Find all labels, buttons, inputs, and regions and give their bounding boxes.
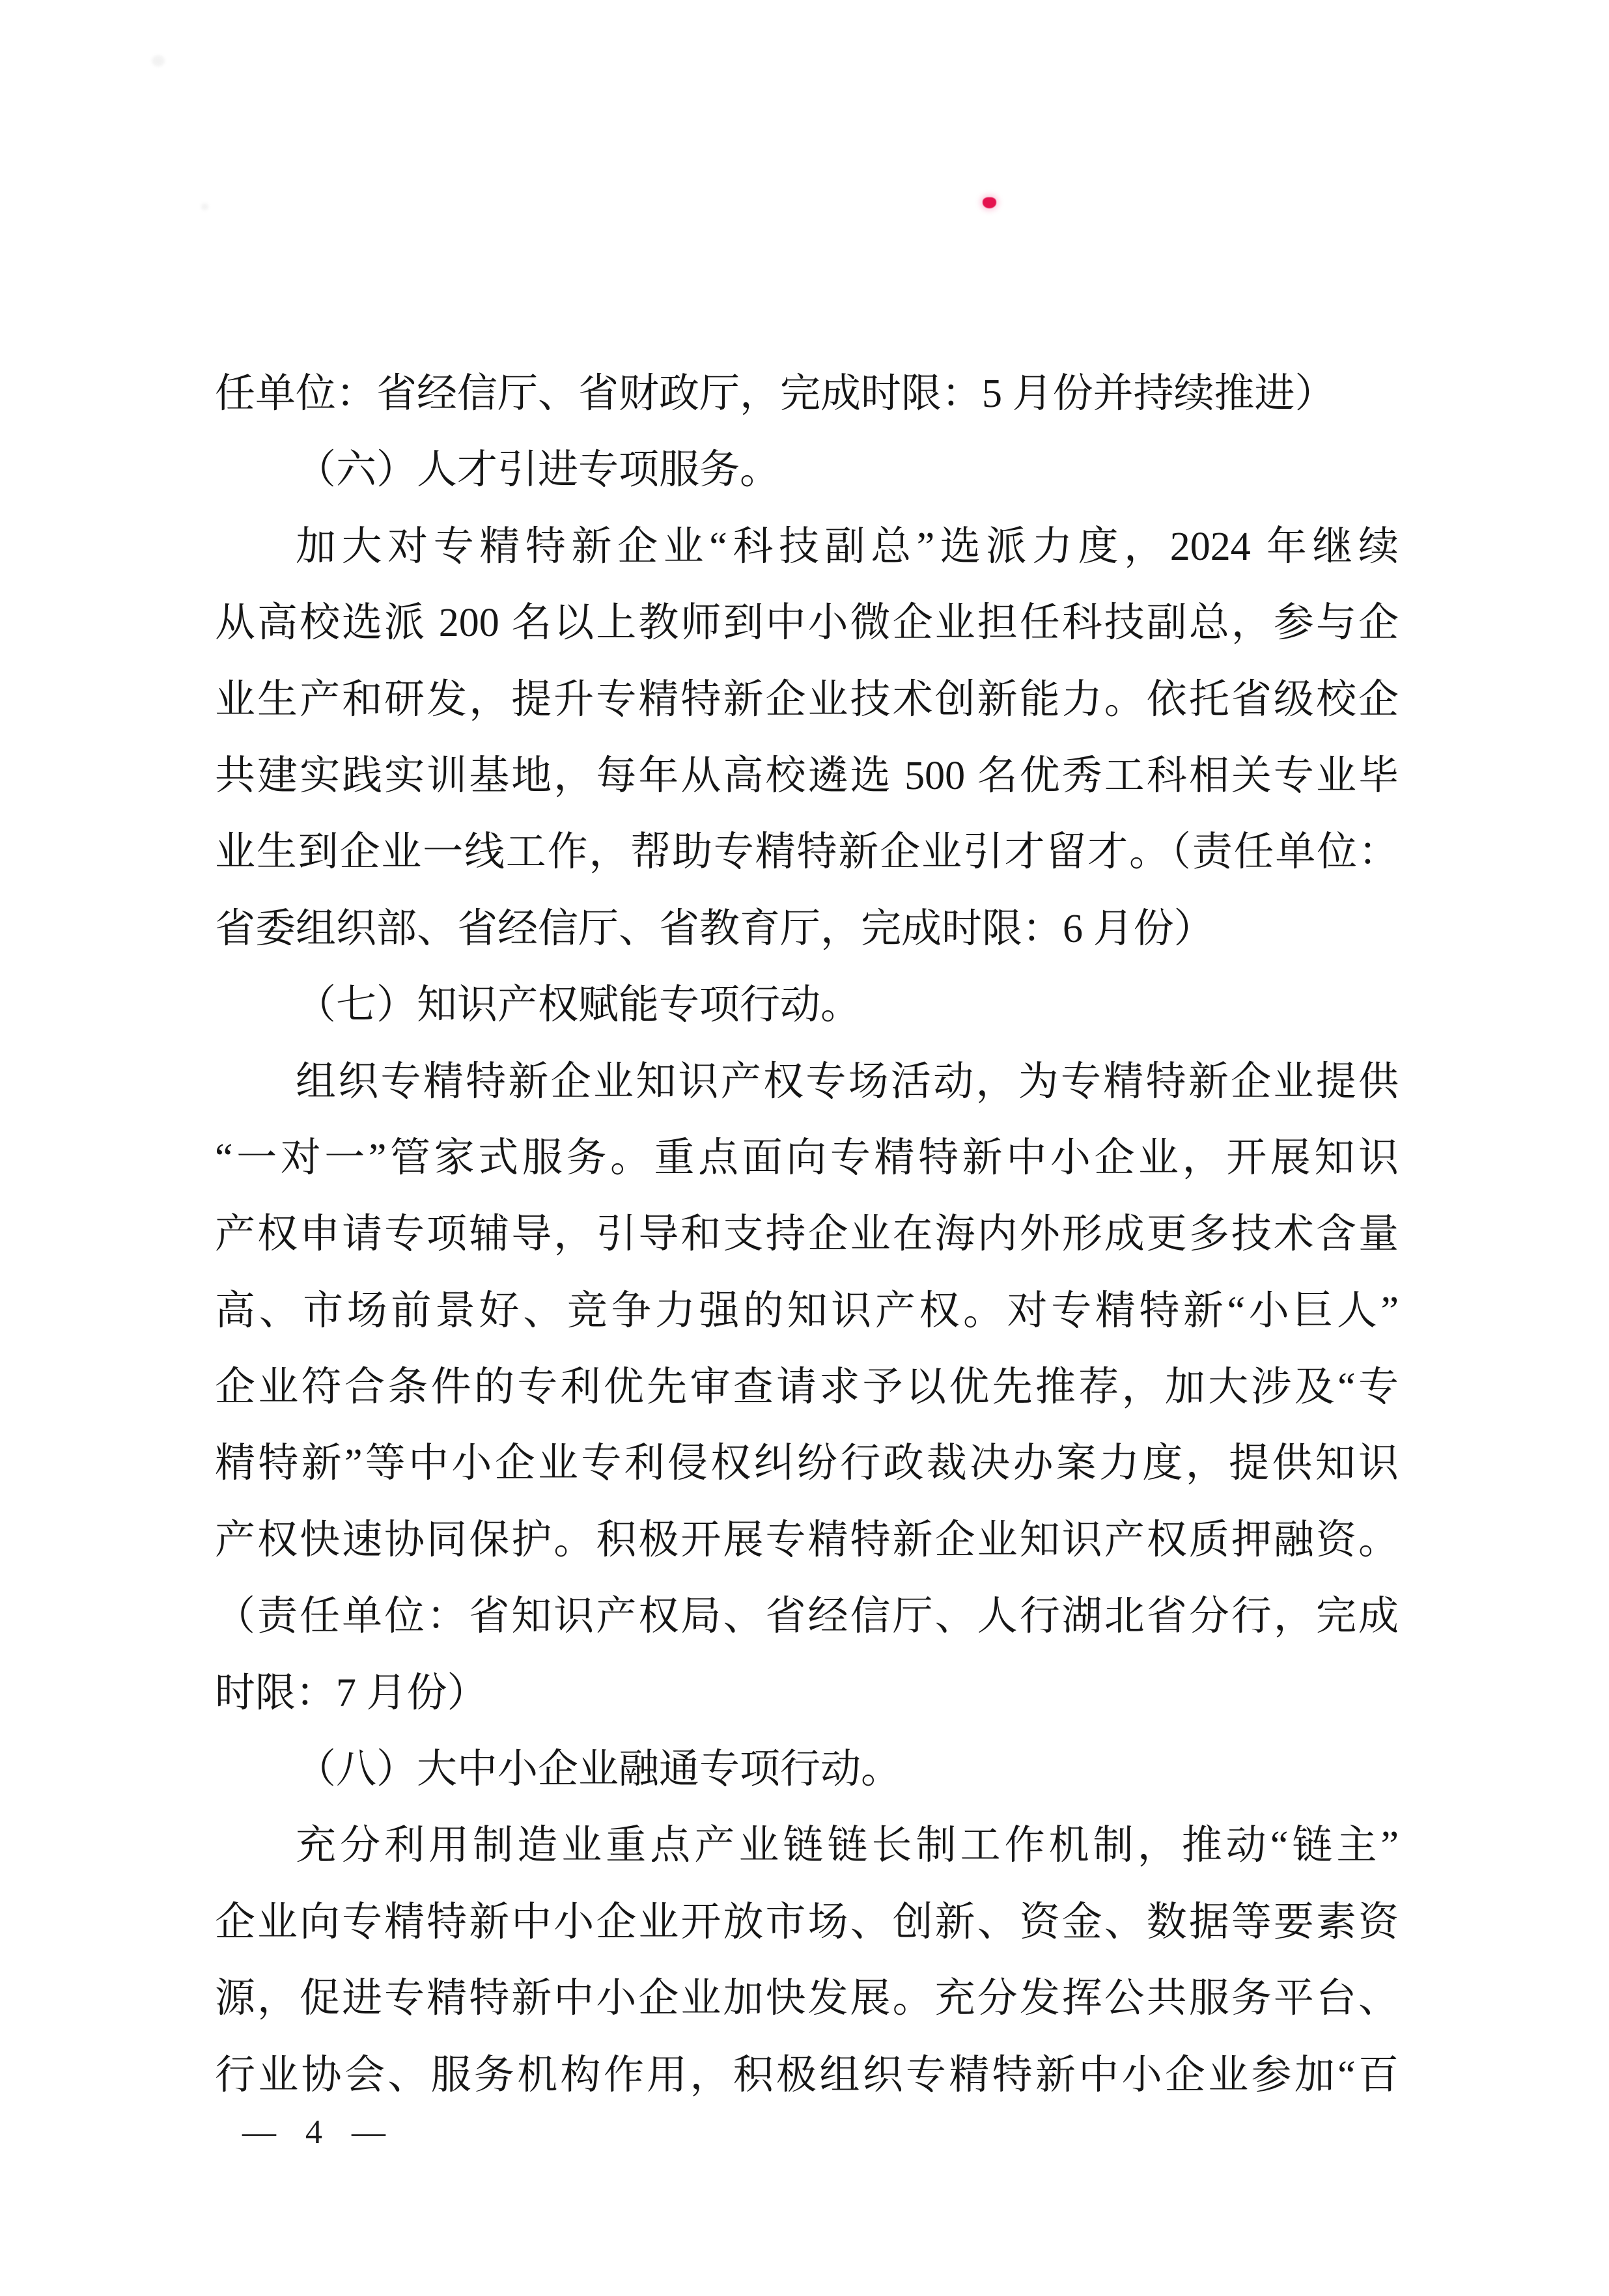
red-ink-dot-artifact [983,197,996,208]
text-line: 源，促进专精特新中小企业加快发展。充分发挥公共服务平台、 [215,1976,1399,2021]
text-line: 高、市场前景好、竞争力强的知识产权。对专精特新“小巨人” [215,1288,1399,1333]
text-line: （责任单位：省知识产权局、省经信厅、人行湖北省分行，完成 [215,1594,1399,1639]
scan-smudge [201,203,208,210]
text-line: 行业协会、服务机构作用，积极组织专精特新中小企业参加“百 [215,2053,1399,2097]
page-number: — 4 — [242,2114,396,2151]
text-line: 产权快速协同保护。积极开展专精特新企业知识产权质押融资。 [215,1517,1399,1562]
text-line: 精特新”等中小企业专利侵权纠纷行政裁决办案力度，提供知识 [215,1441,1399,1486]
text-line: 企业向专精特新中小企业开放市场、创新、资金、数据等要素资 [215,1900,1399,1944]
text-line: （八）大中小企业融通专项行动。 [296,1747,902,1792]
text-line: 产权申请专项辅导，引导和支持企业在海内外形成更多技术含量 [215,1212,1399,1257]
text-line: 业生产和研发，提升专精特新企业技术创新能力。依托省级校企 [215,677,1399,722]
text-line: 任单位：省经信厅、省财政厅，完成时限：5 月份并持续推进） [215,372,1336,416]
document-text-block [215,356,1399,2114]
text-line: （七）知识产权赋能专项行动。 [296,983,861,1028]
text-line: 组织专精特新企业知识产权专场活动，为专精特新企业提供 [296,1059,1399,1104]
text-line: （六）人才引进专项服务。 [296,448,781,493]
text-line: 时限：7 月份） [215,1670,488,1715]
text-line: 企业符合条件的专利优先审查请求予以优先推荐，加大涉及“专 [215,1365,1399,1410]
text-line: 加大对专精特新企业“科技副总”选派力度，2024 年继续 [296,524,1399,569]
text-line: 共建实践实训基地，每年从高校遴选 500 名优秀工科相关专业毕 [215,753,1399,798]
text-line: 充分利用制造业重点产业链链长制工作机制，推动“链主” [296,1823,1399,1868]
text-line: 省委组织部、省经信厅、省教育厅，完成时限：6 月份） [215,906,1214,951]
text-line: “一对一”管家式服务。重点面向专精特新中小企业，开展知识 [215,1135,1399,1180]
text-line: 从高校选派 200 名以上教师到中小微企业担任科技副总，参与企 [215,601,1399,646]
text-line: 业生到企业一线工作，帮助专精特新企业引才留才。（责任单位： [215,830,1399,875]
scan-smudge [152,55,165,66]
